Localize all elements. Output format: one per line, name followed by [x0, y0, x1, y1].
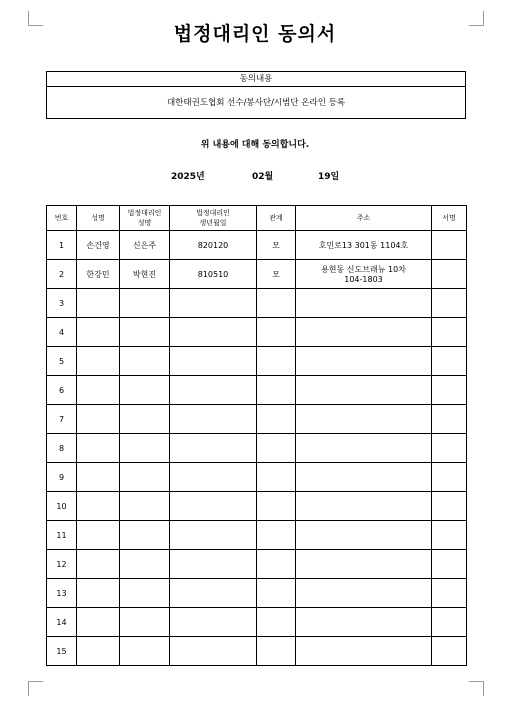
cell-guardian-name — [120, 434, 170, 463]
cell-guardian-birthdate — [170, 318, 257, 347]
cell-signature[interactable] — [432, 463, 467, 492]
cell-signature[interactable] — [432, 434, 467, 463]
table-row — [47, 405, 467, 434]
cell-name — [77, 492, 120, 521]
cell-number: 2 — [47, 260, 77, 289]
cell-guardian-name — [120, 318, 170, 347]
table-row — [47, 318, 467, 347]
cell-address — [296, 376, 432, 405]
cell-number: 12 — [47, 550, 77, 579]
cell-guardian-name — [120, 579, 170, 608]
agreement-statement: 위 내용에 대해 동의합니다. — [200, 140, 310, 150]
date-year: 2025년 — [171, 172, 205, 182]
cell-name — [77, 608, 120, 637]
table-row — [47, 579, 467, 608]
cell-number: 8 — [47, 434, 77, 463]
table-body — [47, 231, 467, 666]
cell-relation — [257, 289, 296, 318]
cell-relation — [257, 347, 296, 376]
cell-relation: 모 — [257, 260, 296, 289]
cell-signature[interactable] — [432, 289, 467, 318]
cell-guardian-name — [120, 521, 170, 550]
cell-guardian-birthdate — [170, 637, 257, 666]
cell-guardian-name — [120, 289, 170, 318]
cell-address: 호민로13 301동 1104호 — [296, 231, 432, 260]
cell-name — [77, 289, 120, 318]
cell-number: 13 — [47, 579, 77, 608]
consent-content: 대한태권도협회 선수/봉사단/시범단 온라인 등록 — [166, 98, 346, 108]
cell-name — [77, 318, 120, 347]
cell-signature[interactable] — [432, 376, 467, 405]
table-row — [47, 260, 467, 289]
consent-header: 동의내용 — [47, 72, 465, 87]
cell-number: 14 — [47, 608, 77, 637]
cell-address — [296, 550, 432, 579]
cell-guardian-name: 신은주 — [120, 231, 170, 260]
cell-address — [296, 434, 432, 463]
header-number: 번호 — [47, 206, 77, 231]
cell-signature[interactable] — [432, 492, 467, 521]
cell-number: 3 — [47, 289, 77, 318]
cell-relation — [257, 492, 296, 521]
cell-address — [296, 579, 432, 608]
cell-signature[interactable] — [432, 260, 467, 289]
header-name: 성명 — [77, 206, 120, 231]
date-day: 19일 — [318, 172, 340, 182]
cell-relation — [257, 579, 296, 608]
cell-relation — [257, 318, 296, 347]
cell-guardian-name — [120, 608, 170, 637]
cell-number: 4 — [47, 318, 77, 347]
cell-guardian-birthdate: 820120 — [170, 231, 257, 260]
crop-mark-bottom-right — [469, 681, 484, 696]
cell-address — [296, 637, 432, 666]
cell-name — [77, 521, 120, 550]
table-row — [47, 463, 467, 492]
cell-address — [296, 318, 432, 347]
header-guardian-name: 법정대리인 성명 — [120, 206, 170, 231]
cell-number: 6 — [47, 376, 77, 405]
cell-guardian-birthdate — [170, 463, 257, 492]
table-row — [47, 289, 467, 318]
header-guardian-birthdate: 법정대리인 생년월일 — [170, 206, 257, 231]
cell-guardian-birthdate — [170, 579, 257, 608]
cell-guardian-birthdate: 810510 — [170, 260, 257, 289]
table-row — [47, 608, 467, 637]
table-row — [47, 231, 467, 260]
cell-address — [296, 463, 432, 492]
table-row — [47, 434, 467, 463]
cell-signature[interactable] — [432, 579, 467, 608]
cell-guardian-name — [120, 405, 170, 434]
cell-guardian-name — [120, 376, 170, 405]
cell-guardian-name — [120, 463, 170, 492]
consent-box — [46, 71, 466, 119]
cell-relation — [257, 637, 296, 666]
cell-number: 10 — [47, 492, 77, 521]
cell-guardian-birthdate — [170, 289, 257, 318]
cell-address — [296, 492, 432, 521]
cell-guardian-birthdate — [170, 521, 257, 550]
cell-name — [77, 463, 120, 492]
cell-name — [77, 550, 120, 579]
cell-number: 9 — [47, 463, 77, 492]
cell-guardian-birthdate — [170, 434, 257, 463]
header-relation: 관계 — [257, 206, 296, 231]
cell-number: 11 — [47, 521, 77, 550]
document-title: 법정대리인 동의서 — [173, 23, 337, 45]
crop-mark-bottom-left — [28, 681, 43, 696]
cell-relation: 모 — [257, 231, 296, 260]
cell-guardian-birthdate — [170, 376, 257, 405]
cell-address: 용현동 신도브래뉴 10차 104-1803 — [296, 260, 432, 289]
cell-name — [77, 347, 120, 376]
cell-signature[interactable] — [432, 550, 467, 579]
cell-guardian-birthdate — [170, 492, 257, 521]
cell-address — [296, 405, 432, 434]
cell-relation — [257, 405, 296, 434]
cell-address — [296, 608, 432, 637]
cell-name — [77, 637, 120, 666]
cell-address — [296, 521, 432, 550]
cell-guardian-name — [120, 550, 170, 579]
header-signature: 서명 — [432, 206, 467, 231]
cell-address — [296, 289, 432, 318]
table-row — [47, 521, 467, 550]
header-address: 주소 — [296, 206, 432, 231]
cell-name — [77, 376, 120, 405]
cell-number: 5 — [47, 347, 77, 376]
cell-signature[interactable] — [432, 521, 467, 550]
cell-guardian-birthdate — [170, 550, 257, 579]
table-row — [47, 492, 467, 521]
cell-number: 7 — [47, 405, 77, 434]
table-row — [47, 347, 467, 376]
cell-signature[interactable] — [432, 637, 467, 666]
cell-guardian-name — [120, 347, 170, 376]
table-row — [47, 637, 467, 666]
cell-signature[interactable] — [432, 318, 467, 347]
cell-signature[interactable] — [432, 347, 467, 376]
guardian-table — [46, 205, 467, 666]
cell-guardian-name — [120, 637, 170, 666]
cell-signature[interactable] — [432, 231, 467, 260]
cell-guardian-name: 박현진 — [120, 260, 170, 289]
cell-name: 손건영 — [77, 231, 120, 260]
cell-relation — [257, 376, 296, 405]
cell-signature[interactable] — [432, 608, 467, 637]
cell-name: 한강민 — [77, 260, 120, 289]
cell-name — [77, 434, 120, 463]
cell-name — [77, 405, 120, 434]
cell-address — [296, 347, 432, 376]
cell-relation — [257, 434, 296, 463]
cell-guardian-birthdate — [170, 347, 257, 376]
cell-relation — [257, 463, 296, 492]
cell-name — [77, 579, 120, 608]
cell-number: 15 — [47, 637, 77, 666]
cell-number: 1 — [47, 231, 77, 260]
date-month: 02월 — [252, 172, 274, 182]
cell-guardian-birthdate — [170, 405, 257, 434]
table-header-row — [47, 206, 467, 231]
cell-relation — [257, 521, 296, 550]
table-row — [47, 376, 467, 405]
cell-guardian-name — [120, 492, 170, 521]
table-row — [47, 550, 467, 579]
cell-signature[interactable] — [432, 405, 467, 434]
cell-guardian-birthdate — [170, 608, 257, 637]
cell-relation — [257, 550, 296, 579]
cell-relation — [257, 608, 296, 637]
